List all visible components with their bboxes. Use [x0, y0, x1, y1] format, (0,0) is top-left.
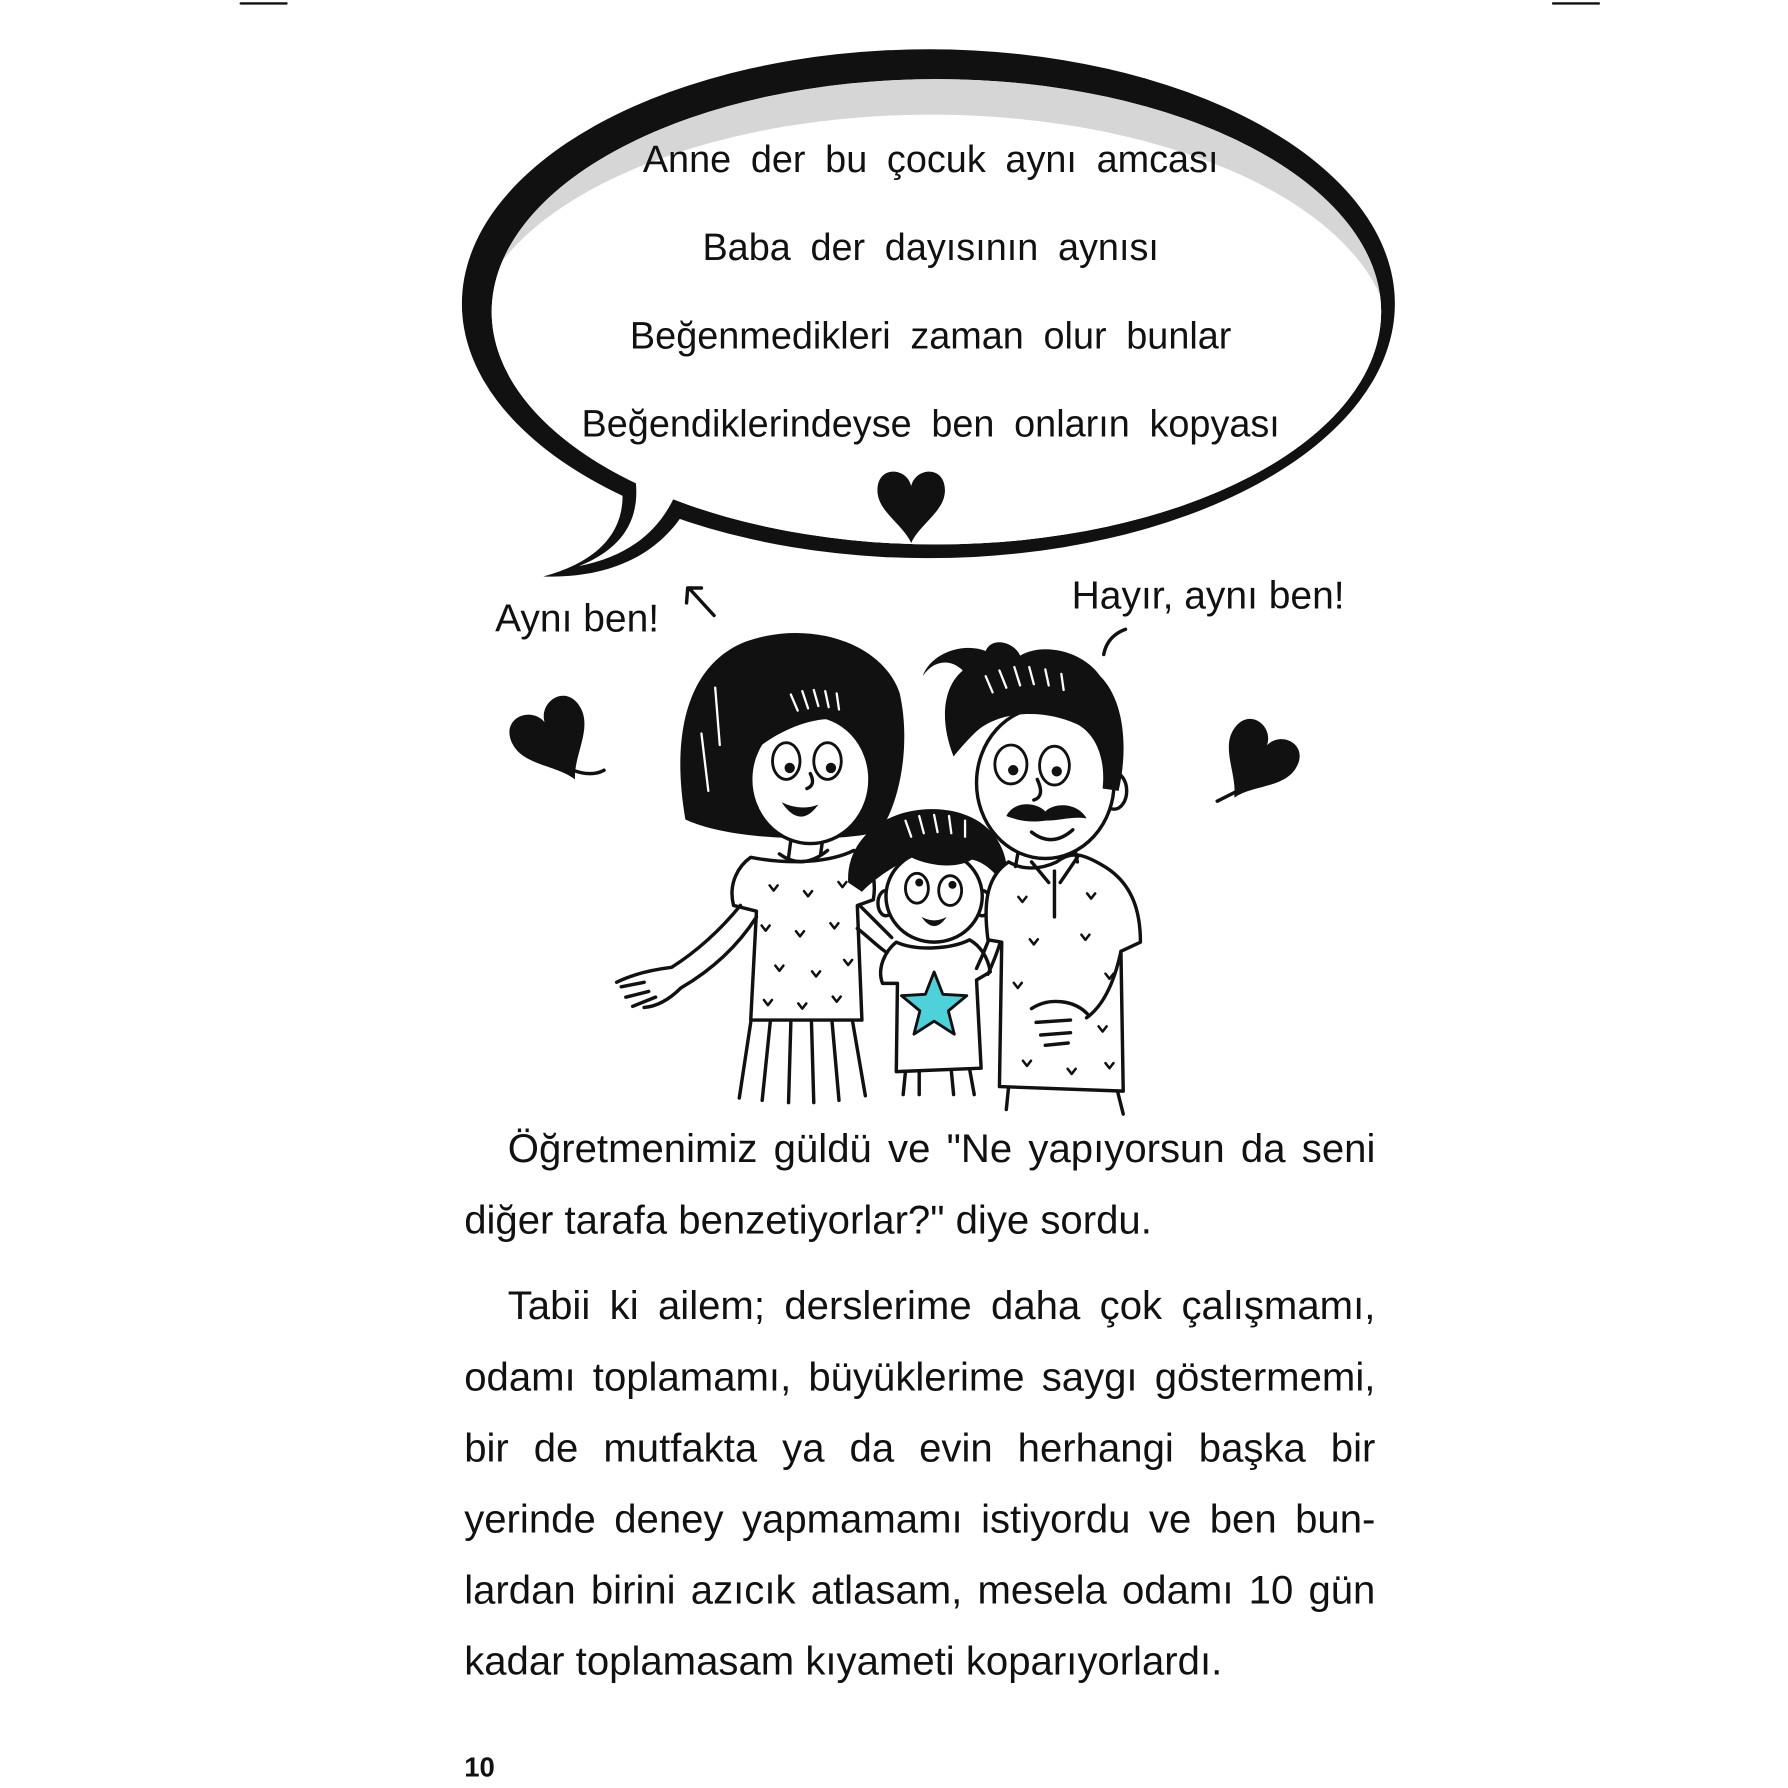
mother-pupil-left: [785, 763, 795, 773]
bubble-line: Beğendiklerindeyse ben onların kopyası: [581, 402, 1280, 445]
bubble-line: Beğenmedikleri zaman olur bunlar: [629, 314, 1232, 357]
text-line: lardan birini azıcık atlasam, mesela odamı 10 gün: [464, 1567, 1376, 1613]
text-line: Tabii ki ailem; derslerime daha çok çalışmamı,: [507, 1283, 1376, 1329]
father-callout: Hayır, aynı ben!: [1071, 574, 1345, 618]
speech-bubble-text: [530, 115, 1332, 468]
child-figure: [848, 809, 1007, 1094]
child-eye-right: [939, 876, 962, 906]
mother-arm-left: [617, 905, 757, 1007]
text-line: odamı toplamamı, büyüklerime saygı göstermemi,: [464, 1354, 1376, 1400]
mother-skirt: [739, 1022, 865, 1102]
heart-tail-curl: [573, 770, 604, 773]
father-eye-right: [1040, 746, 1070, 785]
paragraph: [464, 1271, 1375, 1697]
body-text: [464, 1114, 1375, 1697]
mother-pupil-right: [826, 763, 836, 773]
bubble-line: Anne der bu çocuk aynı amcası: [642, 137, 1219, 180]
child-legs: [903, 1069, 974, 1094]
mother-eye-left: [773, 743, 801, 780]
family-illustration: [617, 633, 1141, 1114]
father-pupil-left: [1008, 765, 1018, 775]
father-shirt: [986, 855, 1140, 1091]
bubble-line: Baba der dayısının aynısı: [702, 225, 1159, 269]
father-pupil-right: [1052, 766, 1062, 776]
text-line: bir de mutfakta ya da evin herhangi başka bir: [464, 1425, 1376, 1471]
child-pupil-right: [948, 881, 956, 889]
text-line: yerinde deney yapmamamı istiyordu ve ben bun-: [464, 1496, 1376, 1542]
text-line: diğer tarafa benzetiyorlar?" diye sordu.: [464, 1197, 1152, 1243]
child-eye-left: [905, 873, 928, 903]
paragraph: [464, 1114, 1375, 1256]
mother-eye-right: [814, 743, 842, 780]
text-line: kadar toplamasam kıyameti koparıyorlardı.: [464, 1639, 1223, 1684]
arrow-icon: [687, 588, 715, 616]
child-pupil-left: [915, 879, 923, 887]
father-eye-left: [995, 745, 1027, 784]
heart-icon: [503, 689, 609, 797]
page-number: 10: [464, 1752, 495, 1784]
callout-tick: [1104, 629, 1126, 654]
text-line: Öğretmenimiz güldü ve "Ne yapıyorsun da seni: [507, 1126, 1376, 1172]
mother-callout: Aynı ben!: [495, 597, 660, 641]
